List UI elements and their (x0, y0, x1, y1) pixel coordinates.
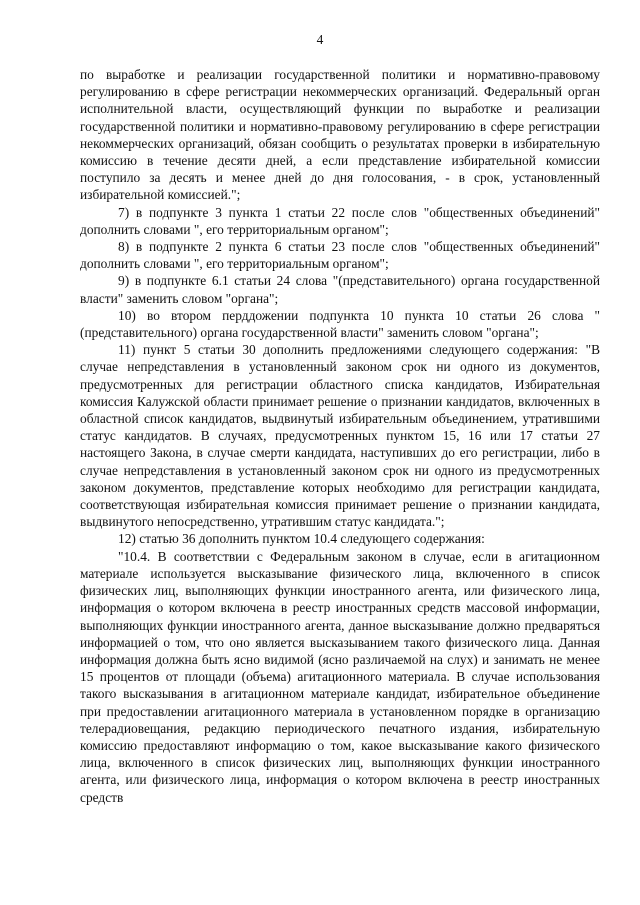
paragraph: "10.4. В соответствии с Федеральным законом в случае, если в агитационном материале используется высказывание физического лица, включенного в список физических лиц, выполняющих функции иностранного агента, или физического лица, информация о котором включена в реестр иностранных средств массовой информации, выполняющих функции иностранного агента, данное высказывание должно предваряться информацией о том, что оно является высказыванием такого физического лица. Данная информация должна быть ясно видимой (ясно различаемой на слух) и занимать не менее 15 процентов от площади (объема) агитационного материала. В случае использования такого высказывания в агитационном материале кандидат, избирательное объединение при предоставлении агитационного материала в установленном порядке в организацию телерадиовещания, редакцию периодического печатного издания, избирательную комиссию предоставляют информацию о том, какое высказывание какого физического лица, включенного в список физических лиц, выполняющих функции иностранного агента, или физического лица, информация о котором включена в реестр иностранных средств (80, 548, 600, 805)
paragraph: 10) во втором перддожении подпункта 10 пункта 10 статьи 26 слова "(представительного) органа государственной власти" заменить словом "органа"; (80, 307, 600, 341)
paragraph: по выработке и реализации государственной политики и нормативно-правовому регулированию в сфере регистрации некоммерческих организаций. Федеральный орган исполнительной власти, осуществляющий функции по выработке и реализации государственной политики и нормативно-правовому регулированию в сфере регистрации некоммерческих организаций, обязан сообщить о результатах проверки в избирательную комиссию в течение десяти дней, а если представление избирательной комиссии поступило за десять и менее дней до дня голосования, - в срок, установленный избирательной комиссией."; (80, 67, 600, 203)
document-body (80, 66, 600, 806)
paragraph: 7) в подпункте 3 пункта 1 статьи 22 после слов "общественных объединений" дополнить словами ", его территориальным органом"; (80, 204, 600, 237)
paragraph: 9) в подпункте 6.1 статьи 24 слова "(представительного) органа государственной власти" заменить словом "органа"; (80, 273, 600, 306)
paragraph: 12) статью 36 дополнить пунктом 10.4 следующего содержания: (118, 531, 485, 547)
paragraph: 8) в подпункте 2 пункта 6 статьи 23 после слов "общественных объединений" дополнить словами ", его территориальным органом"; (80, 239, 600, 272)
paragraph: 11) пункт 5 статьи 30 дополнить предложениями следующего содержания: "В случае непредставления в установленный законом срок ни одного из документов, предусмотренных для регистрации областного списка кандидатов, Избирательная комиссия Калужской области принимает решение о признании кандидатов, включенных в областной список кандидатов, выдвинутый избирательным объединением, утратившими статус кандидатов. В случаях, предусмотренных пунктом 15, 16 или 17 статьи 27 настоящего Закона, в случае смерти кандидата, наступивших до его регистрации, либо в случае непредставления в установленный законом срок ни одного из предусмотренных законом документов, представление которых необходимо для регистрации кандидата, соответствующая избирательная комиссия принимает решение о признании кандидата, выдвинутого непосредственно, утратившим статус кандидата."; (80, 342, 600, 530)
page-number: 4 (316, 32, 324, 47)
